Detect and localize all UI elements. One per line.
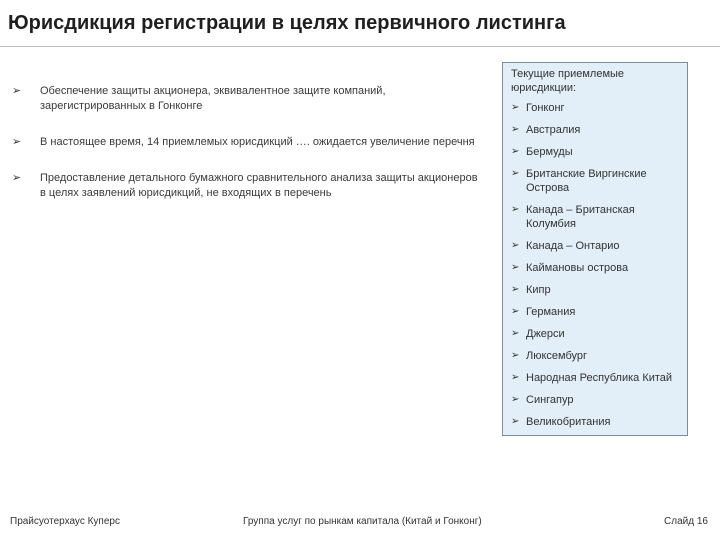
bullet-text: Обеспечение защиты акционера, эквивалентное защите компаний, зарегистрированных в Гонконге [40,85,386,112]
list-item [511,145,681,159]
arrow-bullet-icon: ➢ [12,172,22,184]
list-item [511,123,681,137]
arrow-bullet-icon: ➢ [511,204,520,215]
jurisdiction-label: Каймановы острова [526,262,629,274]
arrow-bullet-icon: ➢ [511,306,520,317]
jurisdiction-label: Австралия [526,124,581,136]
left-bullet-list [12,84,482,222]
footer-company: Прайсуотерхаус Куперс [10,516,120,527]
list-item [511,261,681,275]
list-item [511,327,681,341]
list-item [12,135,482,150]
list-item [511,305,681,319]
arrow-bullet-icon: ➢ [511,328,520,339]
list-item [511,283,681,297]
jurisdiction-label: Народная Республика Китай [526,372,673,384]
jurisdiction-label: Гонконг [526,102,565,114]
panel-heading: Текущие приемлемые юрисдикции: [511,68,625,94]
arrow-bullet-icon: ➢ [511,124,520,135]
arrow-bullet-icon: ➢ [511,240,520,251]
arrow-bullet-icon: ➢ [511,168,520,179]
footer-group: Группа услуг по рынкам капитала (Китай и Гонконг) [243,516,482,527]
list-item [511,349,681,363]
arrow-bullet-icon: ➢ [511,102,520,113]
page-title: Юрисдикция регистрации в целях первичного листинга [8,12,566,34]
footer-slide-number: Слайд 16 [664,516,708,527]
arrow-bullet-icon: ➢ [511,372,520,383]
list-item [511,203,681,231]
jurisdiction-label: Германия [526,306,576,318]
arrow-bullet-icon: ➢ [511,262,520,273]
jurisdiction-label: Кипр [526,284,551,296]
list-item [511,101,681,115]
jurisdiction-label: Люксембург [526,350,588,362]
title-divider [0,46,720,47]
arrow-bullet-icon: ➢ [12,136,22,148]
jurisdiction-label: Великобритания [526,416,611,428]
jurisdiction-label: Британские Виргинские Острова [526,168,647,194]
arrow-bullet-icon: ➢ [511,146,520,157]
jurisdictions-list [511,101,681,429]
bullet-text: Предоставление детального бумажного сравнительного анализа защиты акционеров в целях заявлений юрисдикций, не входящих в перечень [40,172,478,199]
jurisdiction-label: Джерси [526,328,565,340]
list-item [511,167,681,195]
list-item [12,84,482,114]
list-item [511,239,681,253]
jurisdictions-panel [502,62,688,436]
bullet-text: В настоящее время, 14 приемлемых юрисдикций …. ожидается увеличение перечня [40,136,475,148]
arrow-bullet-icon: ➢ [12,85,22,97]
arrow-bullet-icon: ➢ [511,350,520,361]
jurisdiction-label: Сингапур [526,394,574,406]
jurisdiction-label: Бермуды [526,146,573,158]
arrow-bullet-icon: ➢ [511,416,520,427]
arrow-bullet-icon: ➢ [511,394,520,405]
arrow-bullet-icon: ➢ [511,284,520,295]
list-item [511,415,681,429]
list-item [511,371,681,385]
list-item [12,171,482,201]
list-item [511,393,681,407]
jurisdiction-label: Канада – Британская Колумбия [526,204,635,230]
jurisdiction-label: Канада – Онтарио [526,240,620,252]
